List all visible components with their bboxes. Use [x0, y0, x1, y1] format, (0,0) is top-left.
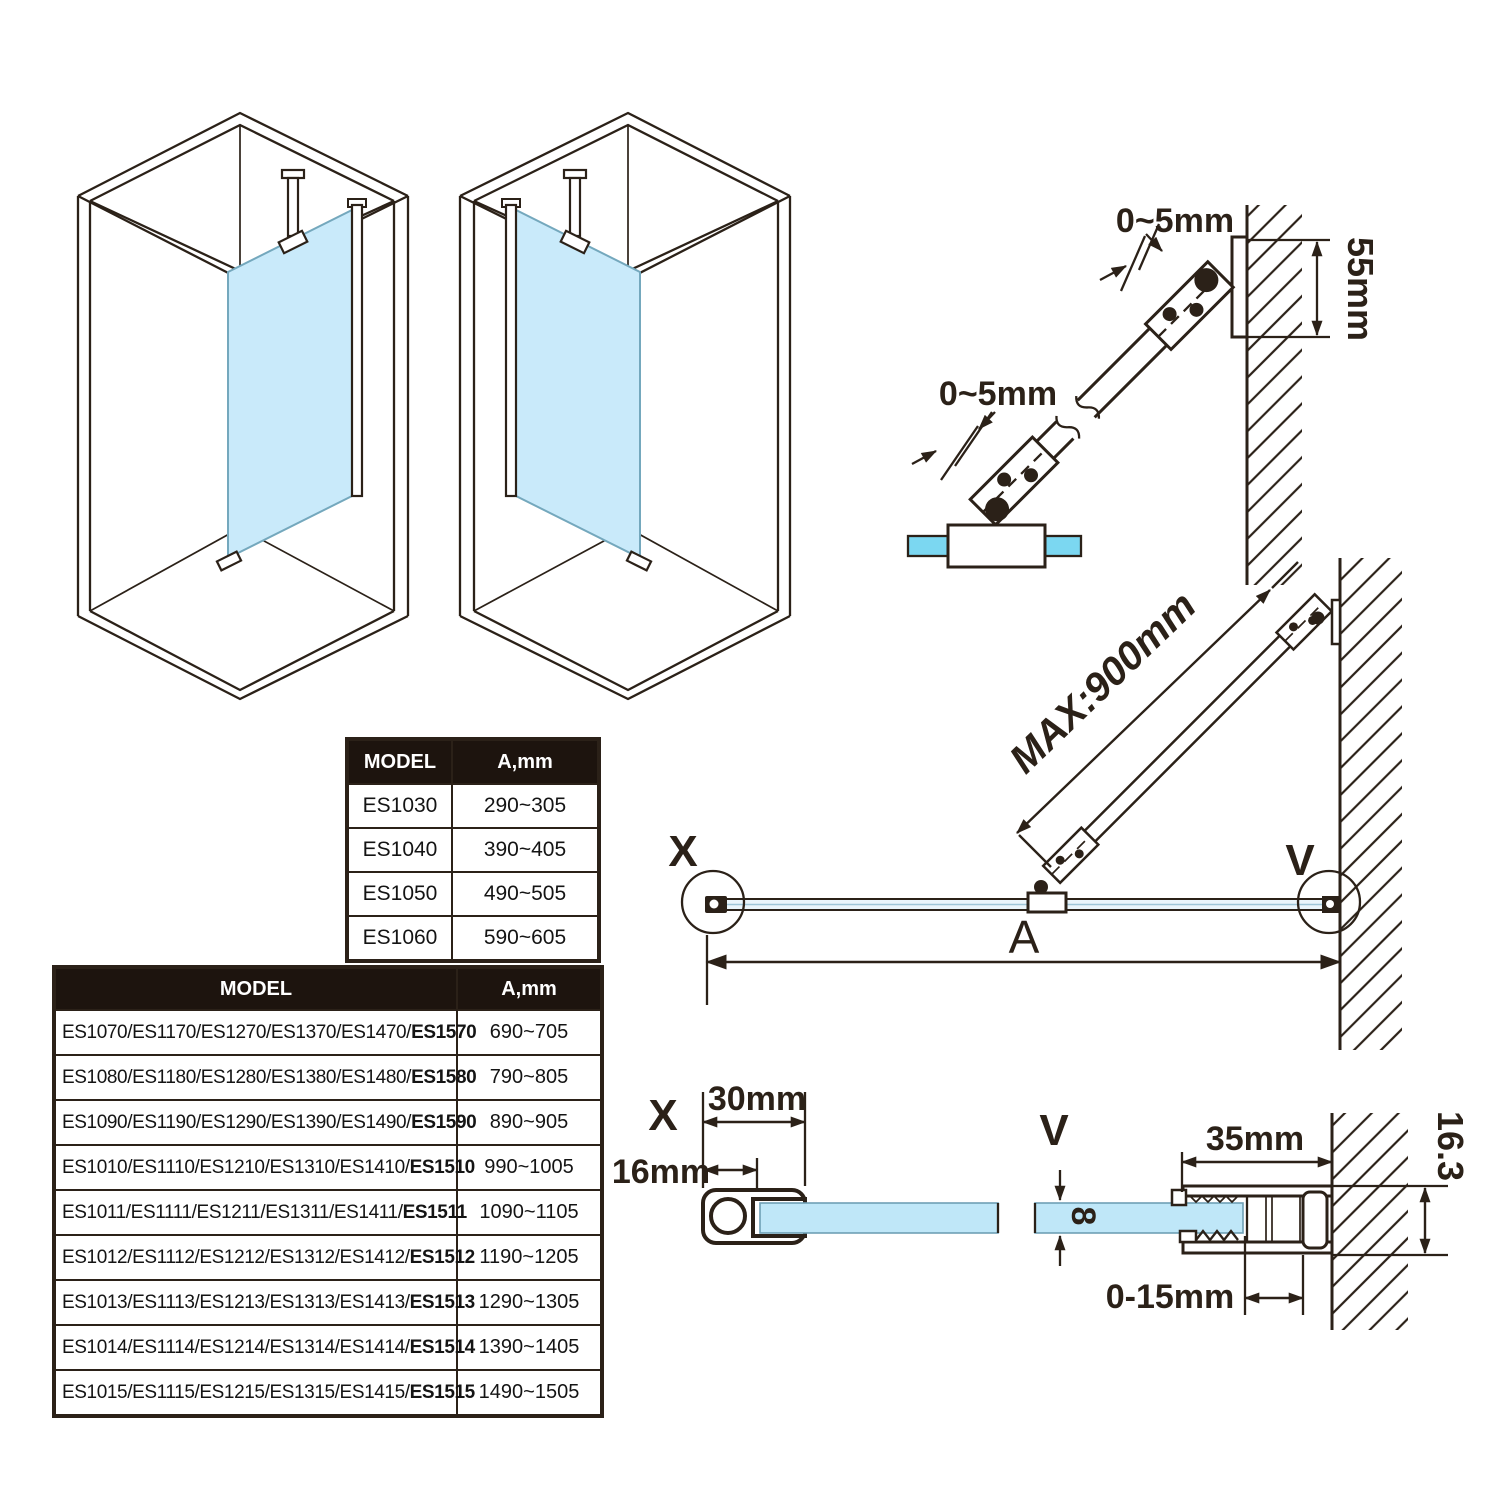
a-mm-column-header: A,mm [457, 967, 602, 1010]
bar-wall-plate [1332, 600, 1340, 644]
model-cell: ES1012/ES1112/ES1212/ES1312/ES1412/ES1512 [54, 1235, 457, 1280]
shower-enclosure-left-drawing [78, 113, 408, 699]
model-cell: ES1070/ES1170/ES1270/ES1370/ES1470/ES1570 [54, 1010, 457, 1055]
a-mm-cell: 890~905 [457, 1100, 602, 1145]
glass-offset-dimension-label: 16mm [611, 1153, 711, 1191]
section-detail-v-drawing [1035, 1106, 1471, 1330]
table-row [54, 1145, 602, 1190]
wall-hatch [1340, 558, 1402, 1050]
model-column-header: MODEL [347, 739, 452, 784]
table-row [54, 1325, 602, 1370]
glass-panel-section [760, 1203, 998, 1233]
table-row [347, 872, 599, 916]
table-row [54, 1100, 602, 1145]
x-marker-label: X [668, 827, 698, 876]
spring-serration [1196, 1231, 1238, 1240]
model-cell: ES1014/ES1114/ES1214/ES1314/ES1414/ES1514 [54, 1325, 457, 1370]
table-row [347, 784, 599, 828]
x-section-marker-label: X [648, 1091, 678, 1140]
table-row [54, 1055, 602, 1100]
glass-clamp-plan [1028, 893, 1066, 912]
model-cell: ES1010/ES1110/ES1210/ES1310/ES1410/ES1510 [54, 1145, 457, 1190]
a-mm-cell: 1390~1405 [457, 1325, 602, 1370]
table-header-row [54, 967, 602, 1010]
a-mm-cell: 1090~1105 [457, 1190, 602, 1235]
model-cell: ES1090/ES1190/ES1290/ES1390/ES1490/ES1590 [54, 1100, 457, 1145]
wall-hatch [1332, 1113, 1408, 1330]
a-mm-cell: 390~405 [452, 828, 599, 872]
a-mm-cell: 1190~1205 [457, 1235, 602, 1280]
model-table-small [345, 737, 601, 963]
a-mm-cell: 290~305 [452, 784, 599, 828]
model-column-header: MODEL [54, 967, 457, 1010]
wall-profile-width-dimension-label: 35mm [1205, 1120, 1305, 1158]
glass-thickness-dimension-label: 8 [1064, 1206, 1102, 1226]
wall-height-dimension-label: 55mm [1340, 236, 1381, 342]
table-header-row [347, 739, 599, 784]
adjust-range-dimension-label: 0-15mm [1105, 1278, 1235, 1316]
model-table-large [52, 965, 604, 1418]
model-cell: ES1030 [347, 784, 452, 828]
profile-depth-dimension-label: 16.3 [1430, 1110, 1471, 1182]
model-cell: ES1080/ES1180/ES1280/ES1380/ES1480/ES1580 [54, 1055, 457, 1100]
a-mm-cell: 990~1005 [457, 1145, 602, 1190]
v-marker-label: V [1285, 836, 1315, 885]
model-cell: ES1013/ES1113/ES1213/ES1313/ES1413/ES1513 [54, 1280, 457, 1325]
a-mm-cell: 690~705 [457, 1010, 602, 1055]
table-row [54, 1370, 602, 1416]
table-row [54, 1190, 602, 1235]
table-row [347, 916, 599, 961]
shower-enclosure-right-drawing [460, 113, 790, 699]
model-cell: ES1015/ES1115/ES1215/ES1315/ES1415/ES1515 [54, 1370, 457, 1416]
a-mm-column-header: A,mm [452, 739, 599, 784]
glass-clamp [948, 525, 1045, 567]
table-row [347, 828, 599, 872]
profile-width-dimension-label: 30mm [707, 1080, 807, 1118]
glass-edge-right [1045, 536, 1081, 556]
model-cell: ES1011/ES1111/ES1211/ES1311/ES1411/ES1511 [54, 1190, 457, 1235]
width-dimension-label: A [1008, 911, 1040, 963]
table-row [54, 1235, 602, 1280]
a-mm-cell: 1290~1305 [457, 1280, 602, 1325]
a-mm-cell: 590~605 [452, 916, 599, 961]
table-row [54, 1010, 602, 1055]
a-mm-cell: 790~805 [457, 1055, 602, 1100]
model-cell: ES1040 [347, 828, 452, 872]
v-section-marker-label: V [1039, 1106, 1069, 1155]
a-mm-cell: 490~505 [452, 872, 599, 916]
section-detail-x-drawing [612, 1080, 998, 1243]
wall-hatch [1247, 205, 1302, 585]
model-cell: ES1050 [347, 872, 452, 916]
glass-edge-left [908, 536, 948, 556]
a-mm-cell: 1490~1505 [457, 1370, 602, 1416]
gap-bottom-dimension-label: 0~5mm [938, 375, 1058, 413]
table-row [54, 1280, 602, 1325]
plan-view-drawing [668, 558, 1402, 1050]
model-cell: ES1060 [347, 916, 452, 961]
gap-top-dimension-label: 0~5mm [1115, 202, 1235, 240]
support-bar-bracket-detail-drawing [908, 202, 1381, 585]
max-length-dimension-label: MAX:900mm [1001, 583, 1205, 782]
